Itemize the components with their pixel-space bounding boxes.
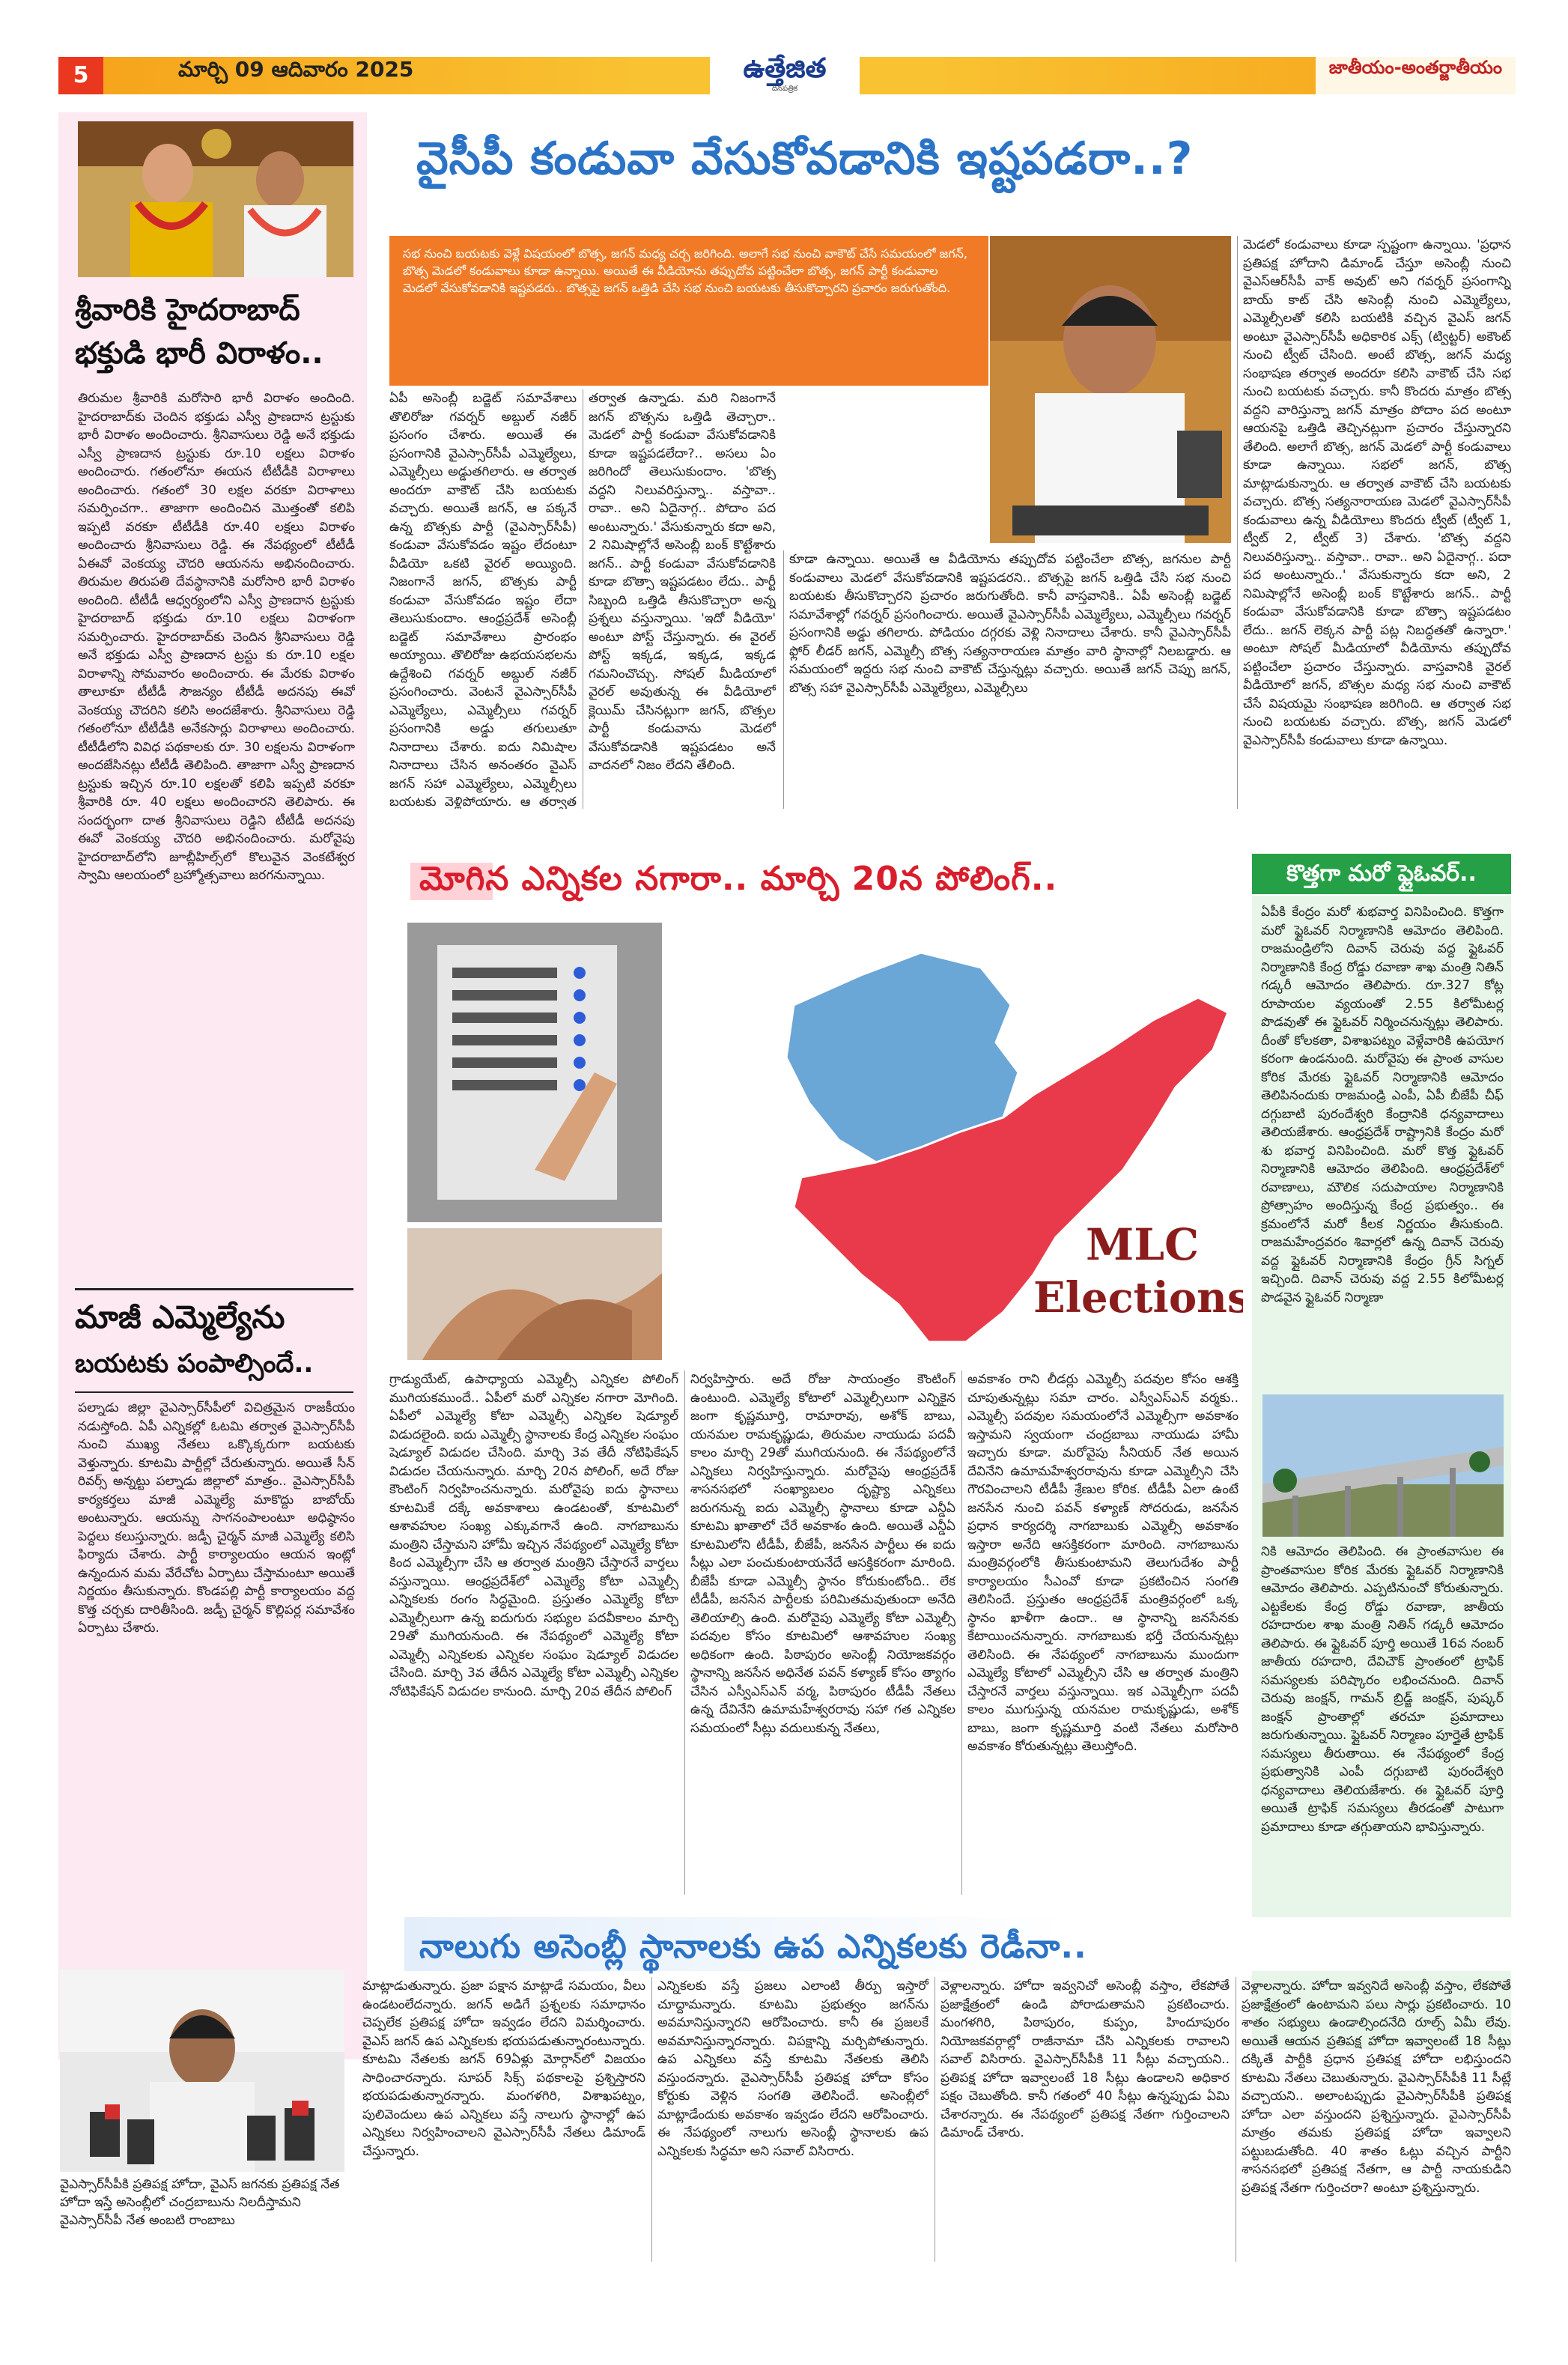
ex-mla-story-body: పల్నాడు జిల్లా వైఎస్సార్‌సీపీలో విచిత్రమైన రాజకీయం నడుస్తోంది. ఏపీ ఎన్నికల్లో ఓటమి తర్వాత వైఎస్సార్‌సీపీ నుంచి ముఖ్య నేతలు ఒక్కొక్కరుగా బయటకు వెళ్తున్నారు. కూటమి పార్టీల్లో చేరుతున్నారు. అయితే సీన్ రివర్స్ అన్నట్టు పల్నాడు జిల్లాలో మాత్రం.. వైఎస్సార్‌సీపీ కార్యకర్తలు మాజీ ఎమ్మెల్యే మాకొద్దు బాబోయ్ అంటున్నారు. ఆయన్ను సాగనంపాలంటూ అధిష్ఠానం పెద్దలు కలుస్తున్నారు. జడ్పీ చైర్మన్ మాజీ ఎమ్మెల్యే కలిసి ఫిర్యాదు చేశారు. పార్టీ కార్యాలయం ఆయన ఇంట్లో ఉన్నందున మమ వేరేచోట ఏర్పాటు చేస్తామంటూ అయితే నిర్ణయం తీసుకున్నారు. కొండపల్లి పార్టీ కార్యాలయం వద్ద కొత్త చర్చకు దారితీసింది. జడ్పీ చైర్మన్ కొల్లిపర్ల సమావేశం ఏర్పాటు చేశారు. — [78, 1400, 355, 1636]
ink-finger-photo — [407, 1228, 662, 1360]
main-col-2: తర్వాత ఉన్నాడు. మరి నిజంగానే జగన్ బొత్సను ఒత్తిడి తెచ్చారా.. మెడలో పార్టీ కండువా వేసుకోవడానికి కూడా ఇష్టపడలేదా?.. అసలు ఏం జరిగిందో తెలుసుకుందాం. 'బొత్స వద్దని నిలువరిస్తున్నా.. వస్తావా.. రావా.. అని ఏదైనాగ్గ.. పోదాం పద అంటున్నారు.' వేసుకున్నారు కదా అని, 2 నిమిషాల్లోనే అసెంబ్లీ బంక్ కొట్టేశారు జగన్.. పార్టీ కండువా వేసుకోవడానికి కూడా బొత్సా ఇష్టపడటం లేదు.. పార్టీ సిబ్బంది ఒత్తిడి తీసుకొచ్చారా అన్న ప్రశ్నలు వస్తున్నాయి. 'ఇదో వీడియో' అంటూ పోస్ట్ చేస్తున్నారు. ఈ వైరల్ పోస్ట్ ఇక్కడ, ఇక్కడ, ఇక్కడ గమనించొచ్చు. సోషల్ మీడియాలో వైరల్ అవుతున్న ఈ వీడియోలో క్లెయిమ్ చేసినట్లుగా జగన్, బొత్సల పార్టీ కండువాను మెడలో వేసుకోవడానికి ఇష్టపడటం అనే వాదనలో నిజం లేదని తేలింది. — [589, 391, 776, 773]
mlc-col-1: గ్రాడ్యుయేట్, ఉపాధ్యాయ ఎమ్మెల్సీ ఎన్నికల పోలింగ్ ముగియకముందే.. ఏపీలో మరో ఎన్నికల నగారా మోగింది. ఏపీలో ఎమ్మెల్యే కోటా ఎమ్మెల్సీ ఎన్నికల షెడ్యూల్ విడుదలైంది. ఐదు ఎమ్మెల్సీ స్థానాలకు కేంద్ర ఎన్నికల సంఘం షెడ్యూల్ విడుదల చేసింది. మార్చి 3వ తేదీ నోటిఫికేషన్ విడుదల చేయనున్నారు. మార్చి 20న పోలింగ్, అదే రోజు కౌంటింగ్ నిర్వహించనున్నారు. మరోవైపు ఐదు స్థానాలు కూటమికే దక్కే అవకాశాలు ఉండటంతో, కూటమిలో ఆశావహుల సంఖ్య ఎక్కువగానే ఉంది. నాగబాబును మంత్రిని చేస్తామని హోమీ ఇచ్చిన నేపథ్యంలో ఎమ్మెల్యే కోటా కింద ఎమ్మెల్సీగా చేసి ఆ తర్వాత మంత్రిని చేస్తారనే వార్తలు వస్తున్నాయి. ఆంధ్రప్రదేశ్‌లో ఎమ్మెల్యే కోటా ఎమ్మెల్సీ ఎన్నికలకు రంగం సిద్ధమైంది. ప్రస్తుతం ఎమ్మెల్యే కోటా ఎమ్మెల్సీలుగా ఉన్న ఐదుగురు సభ్యుల పదవీకాలం మార్చి 29తో ముగియనుంది. ఈ నేపథ్యంలో ఎమ్మెల్యే కోటా ఎమ్మెల్సీ ఎన్నికలకు ఎన్నికల సంఘం షెడ్యూల్ విడుదల చేసింది. మార్చి 3వ తేదీన ఎమ్మెల్యే కోటా ఎమ్మెల్సీ ఎన్నికల నోటిఫికేషన్ విడుదల కానుంది. మార్చి 20వ తేదీన పోలింగ్ — [389, 1372, 678, 1699]
logo-text: ఉత్తేజిత — [743, 52, 827, 84]
flyover-photo — [1262, 1394, 1504, 1537]
press-meet-photo — [60, 1970, 344, 2172]
sidebar-divider-2 — [75, 1391, 353, 1393]
ap-telangana-map — [734, 923, 1243, 1357]
jagan-photo — [990, 236, 1231, 543]
masthead — [58, 52, 1516, 99]
page-number: 5 — [58, 57, 103, 94]
main-headline: వైసీపీ కండువా వేసుకోవడానికి ఇష్టపడరా..? — [416, 133, 1194, 185]
mlc-label: MLC — [1086, 1219, 1200, 1270]
mlc-col-2: నిర్వహిస్తారు. అదే రోజు సాయంత్రం కౌంటింగ్ ఉంటుంది. ఎమ్మెల్యే కోటాలో ఎమ్మెల్సీలుగా ఎన్నికైన జంగా కృష్ణమూర్తి, రామారావు, అశోక్ బాబు, యనమల రామకృష్ణుడు, తిరుమల నాయుడు పదవీ కాలం మార్చి 29తో ముగియనుంది. ఈ నేపథ్యంలోనే ఎన్నికలు నిర్వహిస్తున్నారు. మరోవైపు ఆంధ్రప్రదేశ్ శాసనసభలో సంఖ్యాబలం దృష్ట్యా ఎన్నికలు జరుగనున్న ఐదు ఎమ్మెల్సీ స్థానాలు కూడా ఎన్డీఏ కూటమి ఖాతాలో చేరే అవకాశం ఉంది. అయితే ఎన్డీఏ కూటమిలోని టీడీపీ, బీజేపీ, జనసేన పార్టీలు ఈ ఐదు సీట్లు ఎలా పంచుకుంటాయనేదే ఆసక్తికరంగా మారింది. బీజేపీ కూడా ఎమ్మెల్సీ స్థానం కోరుకుంటోంది.. లేక టీడీపీ, జనసేన పార్టీలకు పరిమితమవుతుందా అనేది తెలియాల్సి ఉంది. మరోవైపు ఎమ్మెల్యే కోటా ఎమ్మెల్సీ పదవుల కోసం కూటమిలో ఆశావహుల సంఖ్య అధికంగా ఉంది. పిఠాపురం అసెంబ్లీ నియోజకవర్గం స్థానాన్ని జనసేన అధినేత పవన్ కళ్యాణ్ కోసం త్యాగం చేసిన ఎస్వీఎస్ఎన్ వర్మ, పిఠాపురం టీడీపీ నేతలు ఉన్న దేవినేని ఉమామహేశ్వరరావు సహా గత ఎన్నికల సమయంలో సీట్లు వదులుకున్న నేతలు, — [690, 1372, 955, 1736]
section-label: జాతీయం-అంతర్జాతీయం — [1316, 57, 1516, 94]
ex-mla-headline-1: మాజీ ఎమ్మెల్యేను — [75, 1299, 285, 1335]
byelection-headline: నాలుగు అసెంబ్లీ స్థానాలకు ఉప ఎన్నికలకు రెడీనా.. — [419, 1928, 1087, 1966]
mlc-headline: మోగిన ఎన్నికల నగారా.. మార్చి 20న పోలింగ్.. — [419, 860, 1058, 898]
bye-col-2: ఎన్నికలకు వస్తే ప్రజలు ఎలాంటి తీర్పు ఇస్తారో చూద్దామన్నారు. కూటమి ప్రభుత్వం జగన్‌ను అవమానిస్తున్నారని ఆరోపించారు. కానీ ఈ ప్రజలకే అవమానిస్తున్నారన్నారు. విపక్షాన్ని మర్చిపోతున్నారు. ఉప ఎన్నికలు వస్తే కూటమి నేతలకు తెలిసి వస్తుందన్నారు. వైఎస్సార్‌సీపీ ప్రతిపక్ష హోదా కోసం కోర్టుకు వెళ్లిన సంగతి తెలిసిందే. అసెంబ్లీలో మాట్లాడేందుకు అవకాశం ఇవ్వడం లేదని ఆరోపించారు. ఈ నేపథ్యంలో నాలుగు అసెంబ్లీ స్థానాలకు ఉప ఎన్నికలకు సిద్ధమా అని సవాల్ విసిరారు. — [657, 1979, 929, 2159]
sidebar-divider — [75, 1288, 353, 1290]
bye-col-1: మాట్లాడుతున్నారు. ప్రజా పక్షాన మాట్లాడే సమయం, వీలు ఉండటంలేదన్నారు. జగన్ అడిగే ప్రశ్నలకు సమాధానం చెప్పలేక ప్రతిపక్ష హోదా ఇవ్వడం లేదని విమర్శించారు. వైఎస్ జగన్ ఉప ఎన్నికలకు భయపడుతున్నారంటున్నారు. కూటమి నేతలకు జగన్ 69ఏళ్లు మోర్గాన్‌లో విజయం సాధించారన్నారు. సూపర్ సిక్స్ పథకాలపై ప్రశ్నిస్తారని భయపడుతున్నారన్నారు. మంగళగిరి, విశాఖపట్నం, పులివెందులు ఉప ఎన్నికలు వస్తే నాలుగు స్థానాల్లో ఉప ఎన్నికలు నిర్వహించాలని వైఎస్సార్‌సీపీ నేతలు డిమాండ్ చేస్తున్నారు. — [362, 1979, 645, 2159]
bye-col-4: వెళ్లాలన్నారు. హోదా ఇవ్వనిదే అసెంబ్లీ వస్తాం, లేకపోతే ప్రజాక్షేత్రంలో ఉంటామని పలు సార్లు ప్రకటించారు. 10 శాతం సభ్యులు ఉండాల్సిందనేది రూల్స్ ఏమీ లేవు. అయితే ఆయన ప్రతిపక్ష హోదా ఇవ్వాలంటే 18 సీట్లు దక్కితే పార్టీకి ప్రధాన ప్రతిపక్ష హోదా లభిస్తుందని కూటమి నేతలు చెబుతున్నారు. వైఎస్సార్‌సీపీకి 11 సీట్లే వచ్చాయని.. అలాంటప్పుడు వైఎస్సార్‌సీపీకి ప్రతిపక్ష హోదా ఎలా వస్తుందని ప్రశ్నిస్తున్నారు. వైఎస్సార్‌సీపీ మాత్రం తమకు ప్రతిపక్ష హోదా ఇవ్వాలని పట్టుబడుతోంది. 40 శాతం ఓట్లు వచ్చిన పార్టీని శాసనసభలో ప్రతిపక్ష నేతగా, ఆ పార్టీ నాయకుడిని ప్రతిపక్ష నేతగా గుర్తించరా? అంటూ ప్రశ్నిస్తున్నారు. — [1242, 1979, 1511, 2196]
donation-headline: శ్రీవారికి హైదరాబాద్ భక్తుడి భారీ విరాళం.. — [75, 293, 323, 371]
tirumala-donation-photo — [78, 121, 353, 277]
main-col-4: మెడలో కండువాలు కూడా స్పష్టంగా ఉన్నాయి. 'ప్రధాన ప్రతిపక్ష హోదాని డిమాండ్ చేస్తూ అసెంబ్లీ నుంచి వైఎస్‌ఆర్‌సీపీ వాక్ అవుట్' అని గవర్నర్ ప్రసంగాన్ని బాయ్ కాట్ చేసి అసెంబ్లీ నుంచి ఎమ్మెల్యేలు, ఎమ్మెల్సీలతో కలిసి బయటికి వచ్చిన వైఎస్ జగన్ అంటూ వైఎస్సార్‌సీపీ అధికారిక ఎక్స్ (ట్విట్టర్) అకౌంట్ నుంచి ట్వీట్ చేసింది. అంటే బొత్స, జగన్ మధ్య సంభాషణ తర్వాత అందరూ కలిసి వాకౌట్ చేసి సభ నుంచి బయటకు వచ్చారు. కానీ కొందరు మాత్రం బొత్స వద్దని వారిస్తున్నా జగన్ మాత్రం పోదాం పద అంటూ ఆయనపై ఒత్తిడి తెచ్చినట్లుగా ప్రచారం చేస్తున్నారని తేలింది. అలాగే బొత్స, జగన్ మెడలో పార్టీ కండువాలు కూడా ఉన్నాయి. సభలో జగన్, బొత్స మాట్లాడుకున్నారు. ఆ తర్వాత వాకౌట్ చేసి బయటకు వచ్చారు. బొత్స సత్యనారాయణ మెడలో వైఎస్సార్‌సీపీ కండువాలు ఉన్న వీడియోలు కొందరు ట్వీట్ (ట్వీట్ 1, ట్వీట్ 2, ట్వీట్ 3) చేశారు. 'బొత్స వద్దని నిలువరిస్తున్నా.. వస్తావా.. రావా.. అని ఏదైనాగ్గ.. పదా పద అంటున్నారు..' వేసుకున్నారు కదా అని, 2 నిమిషాల్లోనే అసెంబ్లీ బంక్ కొట్టేశారు జగన్.. పార్టీ కండువా వేసుకోవడానికి కూడా బొత్సా ఇష్టపడటం లేదు.. జగన్ లెక్కన పార్టీ పట్ల నిబద్ధతతో ఉన్నారా.' అంటూ సోషల్ మీడియాలో వీడియోను తప్పుదోవ పట్టించేలా ప్రచారం చేస్తున్నారు. వాస్తవానికి వైరల్ వీడియోలో జగన్, బొత్సల మధ్య సభ నుంచి వాకౌట్ చేసే విషయమై సంభాషణ జరిగింది. ఆ తర్వాత సభ నుంచి బయటకు వచ్చారు. బొత్స, జగన్ మెడలో వైఎస్సార్‌సీపీ కండువాలు కూడా ఉన్నాయి. — [1243, 237, 1511, 748]
logo-subtext: దినపత్రిక — [771, 85, 798, 93]
donation-story-body: తిరుమల శ్రీవారికి మరోసారి భారీ విరాళం అందింది. హైదరాబాద్‌కు చెందిన భక్తుడు ఎస్వీ ప్రాణదాన ట్రస్టుకు భారీ విరాళం అందించారు. శ్రీనివాసులు రెడ్డి అనే భక్తుడు ఎస్వీ ప్రాణదాన ట్రస్టుకు రూ.10 లక్షలు విరాళం అందించారు. గతంలోనూ ఈయన టీటీడీకి విరాళాలు అందించారు. గతంలో 30 లక్షల వరకూ విరాళాలు సమర్పించగా.. తాజాగా అందించిన మొత్తంతో కలిపి ఇప్పటి వరకూ టీటీడీకి రూ.40 లక్షలు విరాళం అందించారు శ్రీనివాసులు రెడ్డి. ఈ నేపథ్యంలో టీటీడీ ఏఈవో వెంకయ్య చౌదరి ఆయనను అభినందించారు. తిరుమల తిరుపతి దేవస్థానానికి మరోసారి భారీ విరాళం అందింది. టీటీడీ ఆధ్వర్యంలోని ఎస్వీ ప్రాణదాన ట్రస్టుకు హైదరాబాద్ భక్తుడు రూ.10 లక్షలు విరాళంగా సమర్పించారు. హైదరాబాద్‌కు చెందిన శ్రీనివాసులు రెడ్డి అనే భక్తుడు ఎస్వీ ప్రాణదాన ట్రస్టు కు రూ.10 లక్షల విరాళాన్ని సోమవారం అందించారు. ఈ మేరకు విరాళం తాలూకూ టీటీడీ సౌజన్యం టీటీడీ అదనపు ఈవో వెంకయ్య చౌదరిని కలిసి అందజేశారు. శ్రీనివాసులు రెడ్డి గతంలోనూ టీటీడీకి అనేకసార్లు విరాళాలు అందించారు. టీటీడీలోని వివిధ పథకాలకు రూ. 30 లక్షలను విరాళంగా అందజేసినట్లు టీటీడీ తెలిపింది. తాజాగా ఎస్వీ ప్రాణదాన ట్రస్టుకు ఇచ్చిన రూ.10 లక్షలతో కలిపి ఇప్పటి వరకూ శ్రీవారికి రూ. 40 లక్షలు అందించారని తెలిపారు. ఈ సందర్భంగా దాత శ్రీనివాసులు రెడ్డిని టీటీడీ అదనపు ఈవో వెంకయ్య చౌదరి అభినందించారు. మరోవైపు హైదరాబాద్‌లోని జూబ్లీహిల్స్‌లో కొలువైన వెంకటేశ్వర స్వామి ఆలయంలో బ్రహ్మోత్సవాలు జరగనున్నాయి. — [78, 391, 355, 883]
evm-voting-photo — [407, 923, 662, 1222]
mlc-col-3: అవకాశం రాని లీడర్లు ఎమ్మెల్సీ పదవుల కోసం ఆశక్తి చూపుతున్నట్లు సమా చారం. ఎస్వీఎస్ఎన్ వర్మకు.. ఎమ్మెల్సీ పదవుల సమయంలోనే ఎమ్మెల్సీగా అవకాశం ఇస్తామని స్వయంగా చంద్రబాబు నాయుడు హామీ ఇచ్చారు కూడా. మరోవైపు సీనియర్ నేత అయిన దేవినేని ఉమామహేశ్వరరావును కూడా ఎమ్మెల్సీని చేసి గౌరవించాలని టీడీపీ శ్రేణుల కోరిక. టీడీపీ ఏలా ఉంటే జనసేన నుంచి పవన్ కళ్యాణ్ సోదరుడు, జనసేన ప్రధాన కార్యదర్శి నాగబాబుకు ఎమ్మెల్సీ అవకాశం ఇస్తారా అనేది ఆసక్తికరంగా మారింది. నాగబాబును మంత్రివర్గంలోకి తీసుకుంటామని తెలుగుదేశం పార్టీ కార్యాలయం సీఎంవో కూడా ప్రకటించిన సంగతి తెలిసిందే. ప్రస్తుతం ఆంధ్రప్రదేశ్ మంత్రివర్గంలో ఒక్క స్థానం ఖాళీగా ఉందా.. ఆ స్థానాన్ని జనసేనకు కేటాయించనున్నారు. నాగబాబుకు భర్తీ చేయనున్నట్లు తెలిసింది. ఈ నేపథ్యంలో నాగబాబును ముందుగా ఎమ్మెల్యే కోటాలో ఎమ్మెల్సీని చేసి ఆ తర్వాత మంత్రిని చేస్తారనే వార్తలు వస్తున్నాయి. ఇక ఎమ్మెల్సీగా పదవీ కాలం ముగుస్తున్న యనమల రామకృష్ణుడు, అశోక్ బాబు, జంగా కృష్ణమూర్తి వంటి నేతలు మరోసారి అవకాశం కోరుతున్నట్లు తెలుస్తోంది. — [967, 1372, 1239, 1754]
main-col-3: కూడా ఉన్నాయి. అయితే ఆ వీడియోను తప్పుదోవ పట్టించేలా బొత్స, జగనుల పార్టీ కండువాలు మెడలో వేసుకోవడానికి ఇష్టపడరని.. బొత్సపై జగన్ ఒత్తిడి చేసి సభ నుంచి బయటకు తీసుకొచ్చారని ప్రచారం జరుగుతోంది. కానీ వాస్తవానికి.. ఏపీ అసెంబ్లీ బడ్జెట్ సమావేశాల్లో గవర్నర్ ప్రసంగించారు. అయితే వైఎస్సార్‌సీపీ ఎమ్మెల్యేలు, ఎమ్మెల్సీలు గవర్నర్ ప్రసంగానికి అడ్డు తగిలారు. పోడియం దగ్గరకు వెళ్లి నినాదాలు చేశారు. కానీ వైఎస్సార్‌సీపీ ఫ్లోర్ లీడర్ జగన్, ఎమ్మెల్సీ బొత్స సత్యనారాయణ మాత్రం వారి స్థానాల్లో నిలబడ్డారు. ఆ సమయంలో ఇద్దరు సభ నుంచి వాకౌట్ చేస్తున్నట్లు వచ్చారు. అయితే జగన్ చెప్పు జగన్, బొత్స సహా వైఎస్సార్‌సీపీ ఎమ్మెల్యేలు, ఎమ్మెల్సీలు — [789, 552, 1231, 696]
flyover-body-top: ఏపీకి కేంద్రం మరో శుభవార్త వినిపించింది. కొత్తగా మరో ఫ్లైఓవర్ నిర్మాణానికి ఆమోదం తెలిపింది. రాజమండ్రిలోని దివాన్ చెరువు వద్ద ఫ్లైఓవర్ నిర్మాణానికి కేంద్ర రోడ్డు రవాణా శాఖ మంత్రి నితిన్ గడ్కరీ ఆమోదం తెలిపారు. రూ.327 కోట్ల రూపాయల వ్యయంతో 2.55 కిలోమీటర్ల పొడవుతో ఈ ఫ్లైఓవర్ నిర్మించనున్నట్లు తెలిపారు. దీంతో కోలకతా, విశాఖపట్నం వెళ్లేవారికి ఉపయోగ కరంగా ఉండనుంది. మరోవైపు ఈ ప్రాంత వాసుల కోరిక మేరకు ఫ్లైఓవర్ నిర్మాణానికి ఆమోదం తెలిపినందుకు రాజమండ్రి ఎంపీ, ఏపీ బీజేపీ చీఫ్ దగ్గుబాటి పురందేశ్వరి కేంద్రానికి ధన్యవాదాలు తెలియజేశారు. ఆంధ్రప్రదేశ్ రాష్ట్రానికి కేంద్రం మరో శు భవార్త వినిపించింది. మరో కొత్త ఫ్లైఓవర్ నిర్మాణానికి ఆమోదం తెలిపింది. ఆంధ్రప్రదేశ్‌లో రవాణాలు, మౌలిక సదుపాయాల నిర్మాణానికి ప్రోత్సాహం అందిస్తున్న కేంద్ర ప్రభుత్వం.. ఈ క్రమంలోనే మరో కీలక నిర్ణయం తీసుకుంది. రాజమహేంద్రవరం శివార్లలో ఉన్న దివాన్ చెరువు వద్ద ఫ్లైఓవర్ నిర్మాణానికి కేంద్రం గ్రీన్ సిగ్నల్ ఇచ్చింది. దివాన్ చెరువు వద్ద 2.55 కిలోమీటర్ల పొడవైన ఫ్లైఓవర్ నిర్మాణా — [1261, 905, 1504, 1305]
flyover-headline: కొత్తగా మరో ఫ్లైఓవర్.. — [1252, 854, 1511, 894]
newspaper-logo — [710, 52, 860, 99]
lead-summary: సభ నుంచి బయటకు వెళ్లే విషయంలో బొత్స, జగన్ మధ్య చర్చ జరిగింది. అలాగే సభ నుంచి వాకౌట్ చేసే సమయంలో జగన్, బొత్స మెడలో కండువాలు కూడా ఉన్నాయి. అయితే ఈ వీడియోను తప్పుదోవ పట్టించేలా బొత్స, జగన్ పార్టీ కండువాల మెడలో వేసుకోవడానికి ఇష్టపడరు.. బొత్సపై జగన్ ఒత్తిడి చేసి సభ నుంచి బయటకు తీసుకొచ్చారని ప్రచారం జరుగుతోంది. — [389, 236, 988, 386]
ex-mla-headline-2: బయటకు పంపాల్సిందే.. — [75, 1349, 314, 1379]
press-meet-caption: వైఎస్సార్‌సీపీకి ప్రతిపక్ష హోదా, వైఎస్ జగనకు ప్రతిపక్ష నేత హోదా ఇస్తే అసెంబ్లీలో చంద్రబాబును నిలదీస్తామని వైఎస్సార్‌సీపీ నేత అంబటి రాంబాబు — [60, 2177, 340, 2228]
flyover-body-bottom: నికి ఆమోదం తెలిపింది. ఈ ప్రాంతవాసుల ఈ ప్రాంతవాసుల కోరిక మేరకు ఫ్లైఓవర్ నిర్మాణానికి ఆమోదం తెలిపారు. ఎప్పటినుంచో కోరుతున్నారు. ఎట్టకేలకు కేంద్ర రోడ్డు రవాణా, జాతీయ రహదారుల శాఖ మంత్రి నితిన్ గడ్కరీ ఆమోదం తెలిపారు. ఈ ఫ్లైఓవర్ పూర్తి అయితే 16వ నంబర్ జాతీయ రహదారి, దేవిచౌక్ ప్రాంతంలో ట్రాఫిక్ సమస్యలకు పరిష్కారం లభించనుంది. దివాన్ చెరువు జంక్షన్, గామన్ బ్రిడ్జ్ జంక్షన్, పుష్కర్ జంక్షన్ ప్రాంతాల్లో తరచూ ప్రమాదాలు జరుగుతున్నాయి. ఫ్లైఓవర్ నిర్మాణం పూర్తైతే ట్రాఫిక్ సమస్యలు తీరుతాయి. ఈ నేపథ్యంలో కేంద్ర ప్రభుత్వానికి ఎంపీ దగ్గుబాటి పురందేశ్వరి ధన్యవాదాలు తెలియజేశారు. ఈ ఫ్లైఓవర్ పూర్తి అయితే ట్రాఫిక్ సమస్యలు తీరడంతో పాటుగా ప్రమాదాలు కూడా తగ్గుతాయని భావిస్తున్నారు. — [1261, 1544, 1504, 1835]
elections-label: Elections — [1033, 1273, 1243, 1323]
bye-col-3: వెళ్లాలన్నారు. హోదా ఇవ్వనిచో అసెంబ్లీ వస్తాం, లేకపోతే ప్రజాక్షేత్రంలో ఉండి పోరాడుతామని ప్రకటించారు. మంగళగిరి, పిఠాపురం, కుప్పం, హిందూపురం నియోజకవర్గాల్లో రాజీనామా చేసి ఎన్నికలకు రావాలని సవాల్ విసిరారు. వైఎస్సార్‌సీపీకి 11 సీట్లు వచ్చాయని.. ప్రతిపక్ష హోదా ఇవ్వాలంటే 18 సీట్లు ఉండాలని అధికార పక్షం చెబుతోంది. కానీ గతంలో 40 సీట్లు ఉన్నప్పుడు ఏమి చేశారన్నారు. ఈ నేపథ్యంలో ప్రతిపక్ష నేతగా గుర్తించాలని డిమాండ్ చేశారు. — [941, 1979, 1230, 2140]
main-col-1: ఏపీ అసెంబ్లీ బడ్జెట్ సమావేశాలు తొలిరోజు గవర్నర్ అబ్దుల్ నజీర్ ప్రసంగం చేశారు. అయితే ఈ ప్రసంగానికి వైఎస్సార్‌సీపీ ఎమ్మెల్యేలు, ఎమ్మెల్సీలు అడ్డుతగిలారు. ఆ తర్వాత అందరూ వాకౌట్ చేసి బయటకు వచ్చారు. అయితే జగన్, ఆ పక్కనే ఉన్న బొత్సకు పార్టీ (వైఎస్సార్‌సీపీ) కండువా వేసుకోవడం ఇష్టం లేదంటూ వీడియో ఒకటి వైరల్ అయ్యింది. నిజంగానే జగన్, బొత్సకు పార్టీ కండువా వేసుకోవడం ఇష్టం లేదా తెలుసుకుందాం. ఆంధ్రప్రదేశ్ అసెంబ్లీ బడ్జెట్ సమావేశాలు ప్రారంభం అయ్యాయి. తొలిరోజు ఉభయసభలను ఉద్దేశించి గవర్నర్ అబ్దుల్ నజీర్ ప్రసంగించారు. వెంటనే వైఎస్సార్‌సీపీ ఎమ్మెల్యేలు, ఎమ్మెల్సీలు గవర్నర్ ప్రసంగానికి అడ్డు తగులుతూ నినాదాలు చేశారు. ఐదు నిమిషాల నినాదాలు చేసిన అనంతరం వైఎస్ జగన్ సహా ఎమ్మెల్యేలు, ఎమ్మెల్సీలు బయటకు వెళ్లిపోయారు. ఆ తర్వాత — [389, 391, 577, 809]
issue-date: మార్చి 09 ఆదివారం 2025 — [178, 57, 414, 82]
